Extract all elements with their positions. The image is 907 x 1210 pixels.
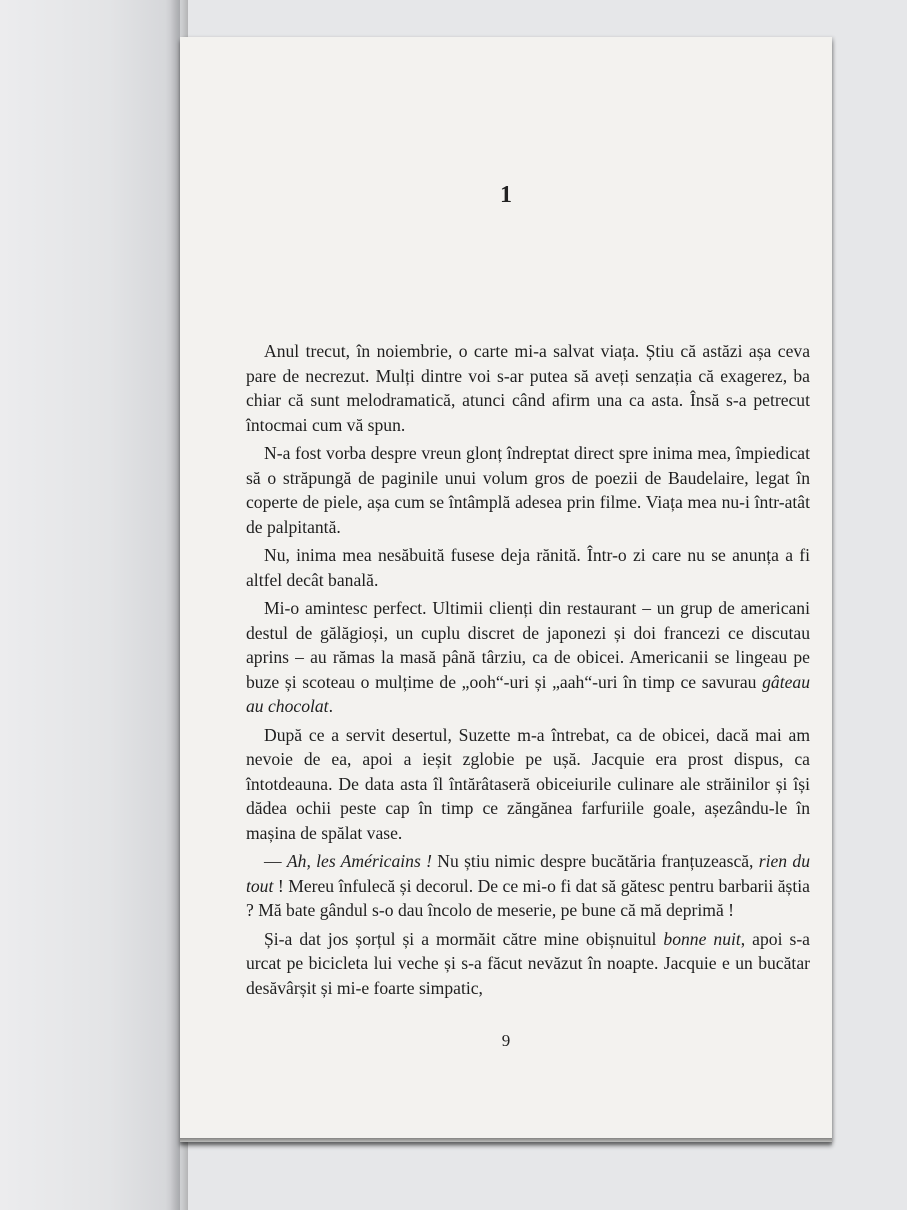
text-run: ! Mereu înfulecă și decorul. De ce mi-o fi dat să gătesc pentru barbarii ăștia ? Mă bate gândul s-o dau încolo de meserie, pe bune că mă deprimă ! bbox=[246, 875, 810, 920]
italic-text: rien du tout bbox=[246, 851, 811, 896]
text-run: N-a fost vorba despre vreun glonț îndreptat direct spre inima mea, împiedicat să o străpungă de paginile unui volum gros de poezii de Baudelaire, legat în coperte de piele, așa cum se întâmplă adesea prin filme. Viața mea nu-i într-atât de palpitantă. bbox=[246, 443, 810, 537]
text-run: După ce a servit desertul, Suzette m-a întrebat, ca de obicei, dacă mai am nevoie de ea, apoi a ieșit zglobie pe ușă. Jacquie era prost dispus, ca întotdeauna. De data asta îl întărâtaseră obiceiurile culinare ale străinilor și își dădea ochii peste cap în timp ce zăngănea farfuriile goale, așezându-le în mașina de spălat vase. bbox=[246, 724, 810, 843]
paragraph bbox=[246, 849, 810, 923]
italic-text: gâteau au chocolat bbox=[246, 671, 810, 716]
text-run: Mi-o amintesc perfect. Ultimii clienți din restaurant – un grup de americani destul de gălăgioși, un cuplu discret de japonezi și doi francezi ce discutau aprins – au rămas la masă până târziu, ca de obicei. Americanii se lingeau pe buze și scoteau o mulțime de „ooh“-uri și „aah“-uri în timp ce savurau bbox=[246, 598, 810, 692]
paragraph bbox=[246, 441, 810, 539]
paragraph bbox=[246, 339, 810, 437]
paragraph bbox=[246, 596, 810, 719]
text-run: , apoi s-a urcat pe bicicleta lui veche și s-a făcut nevăzut în noapte. Jacquie e un bucătar desăvârșit și mi-e foarte simpatic, bbox=[246, 928, 810, 998]
book-page bbox=[180, 37, 832, 1142]
text-run: Și-a dat jos șorțul și a mormăit către mine obișnuitul bbox=[264, 928, 664, 949]
facing-page-edge bbox=[0, 0, 180, 1210]
italic-text: bonne nuit bbox=[663, 928, 741, 949]
text-run: . bbox=[328, 696, 333, 716]
paragraph bbox=[246, 927, 810, 1001]
page-number: 9 bbox=[501, 1031, 511, 1050]
page-bottom-shadow bbox=[180, 1138, 832, 1146]
text-run: — bbox=[264, 851, 287, 871]
paragraph bbox=[246, 543, 810, 592]
chapter-number: 1 bbox=[500, 182, 512, 208]
text-run: Nu, inima mea nesăbuită fusese deja rănită. Într-o zi care nu se anunța a fi altfel decât banală. bbox=[246, 545, 810, 590]
text-run: Anul trecut, în noiembrie, o carte mi-a salvat viața. Știu că astăzi așa ceva pare de necrezut. Mulți dintre voi s-ar putea să aveți senzația că exagerez, ba chiar că sunt melodramatică, atunci când afirm una ca asta. Însă s-a petrecut întocmai cum vă spun. bbox=[246, 341, 810, 435]
italic-text: Ah, les Américains ! bbox=[286, 851, 432, 871]
text-run: Nu știu nimic despre bucătăria franțuzească, bbox=[431, 851, 759, 871]
paragraph bbox=[246, 723, 810, 846]
body-text bbox=[246, 339, 810, 1004]
